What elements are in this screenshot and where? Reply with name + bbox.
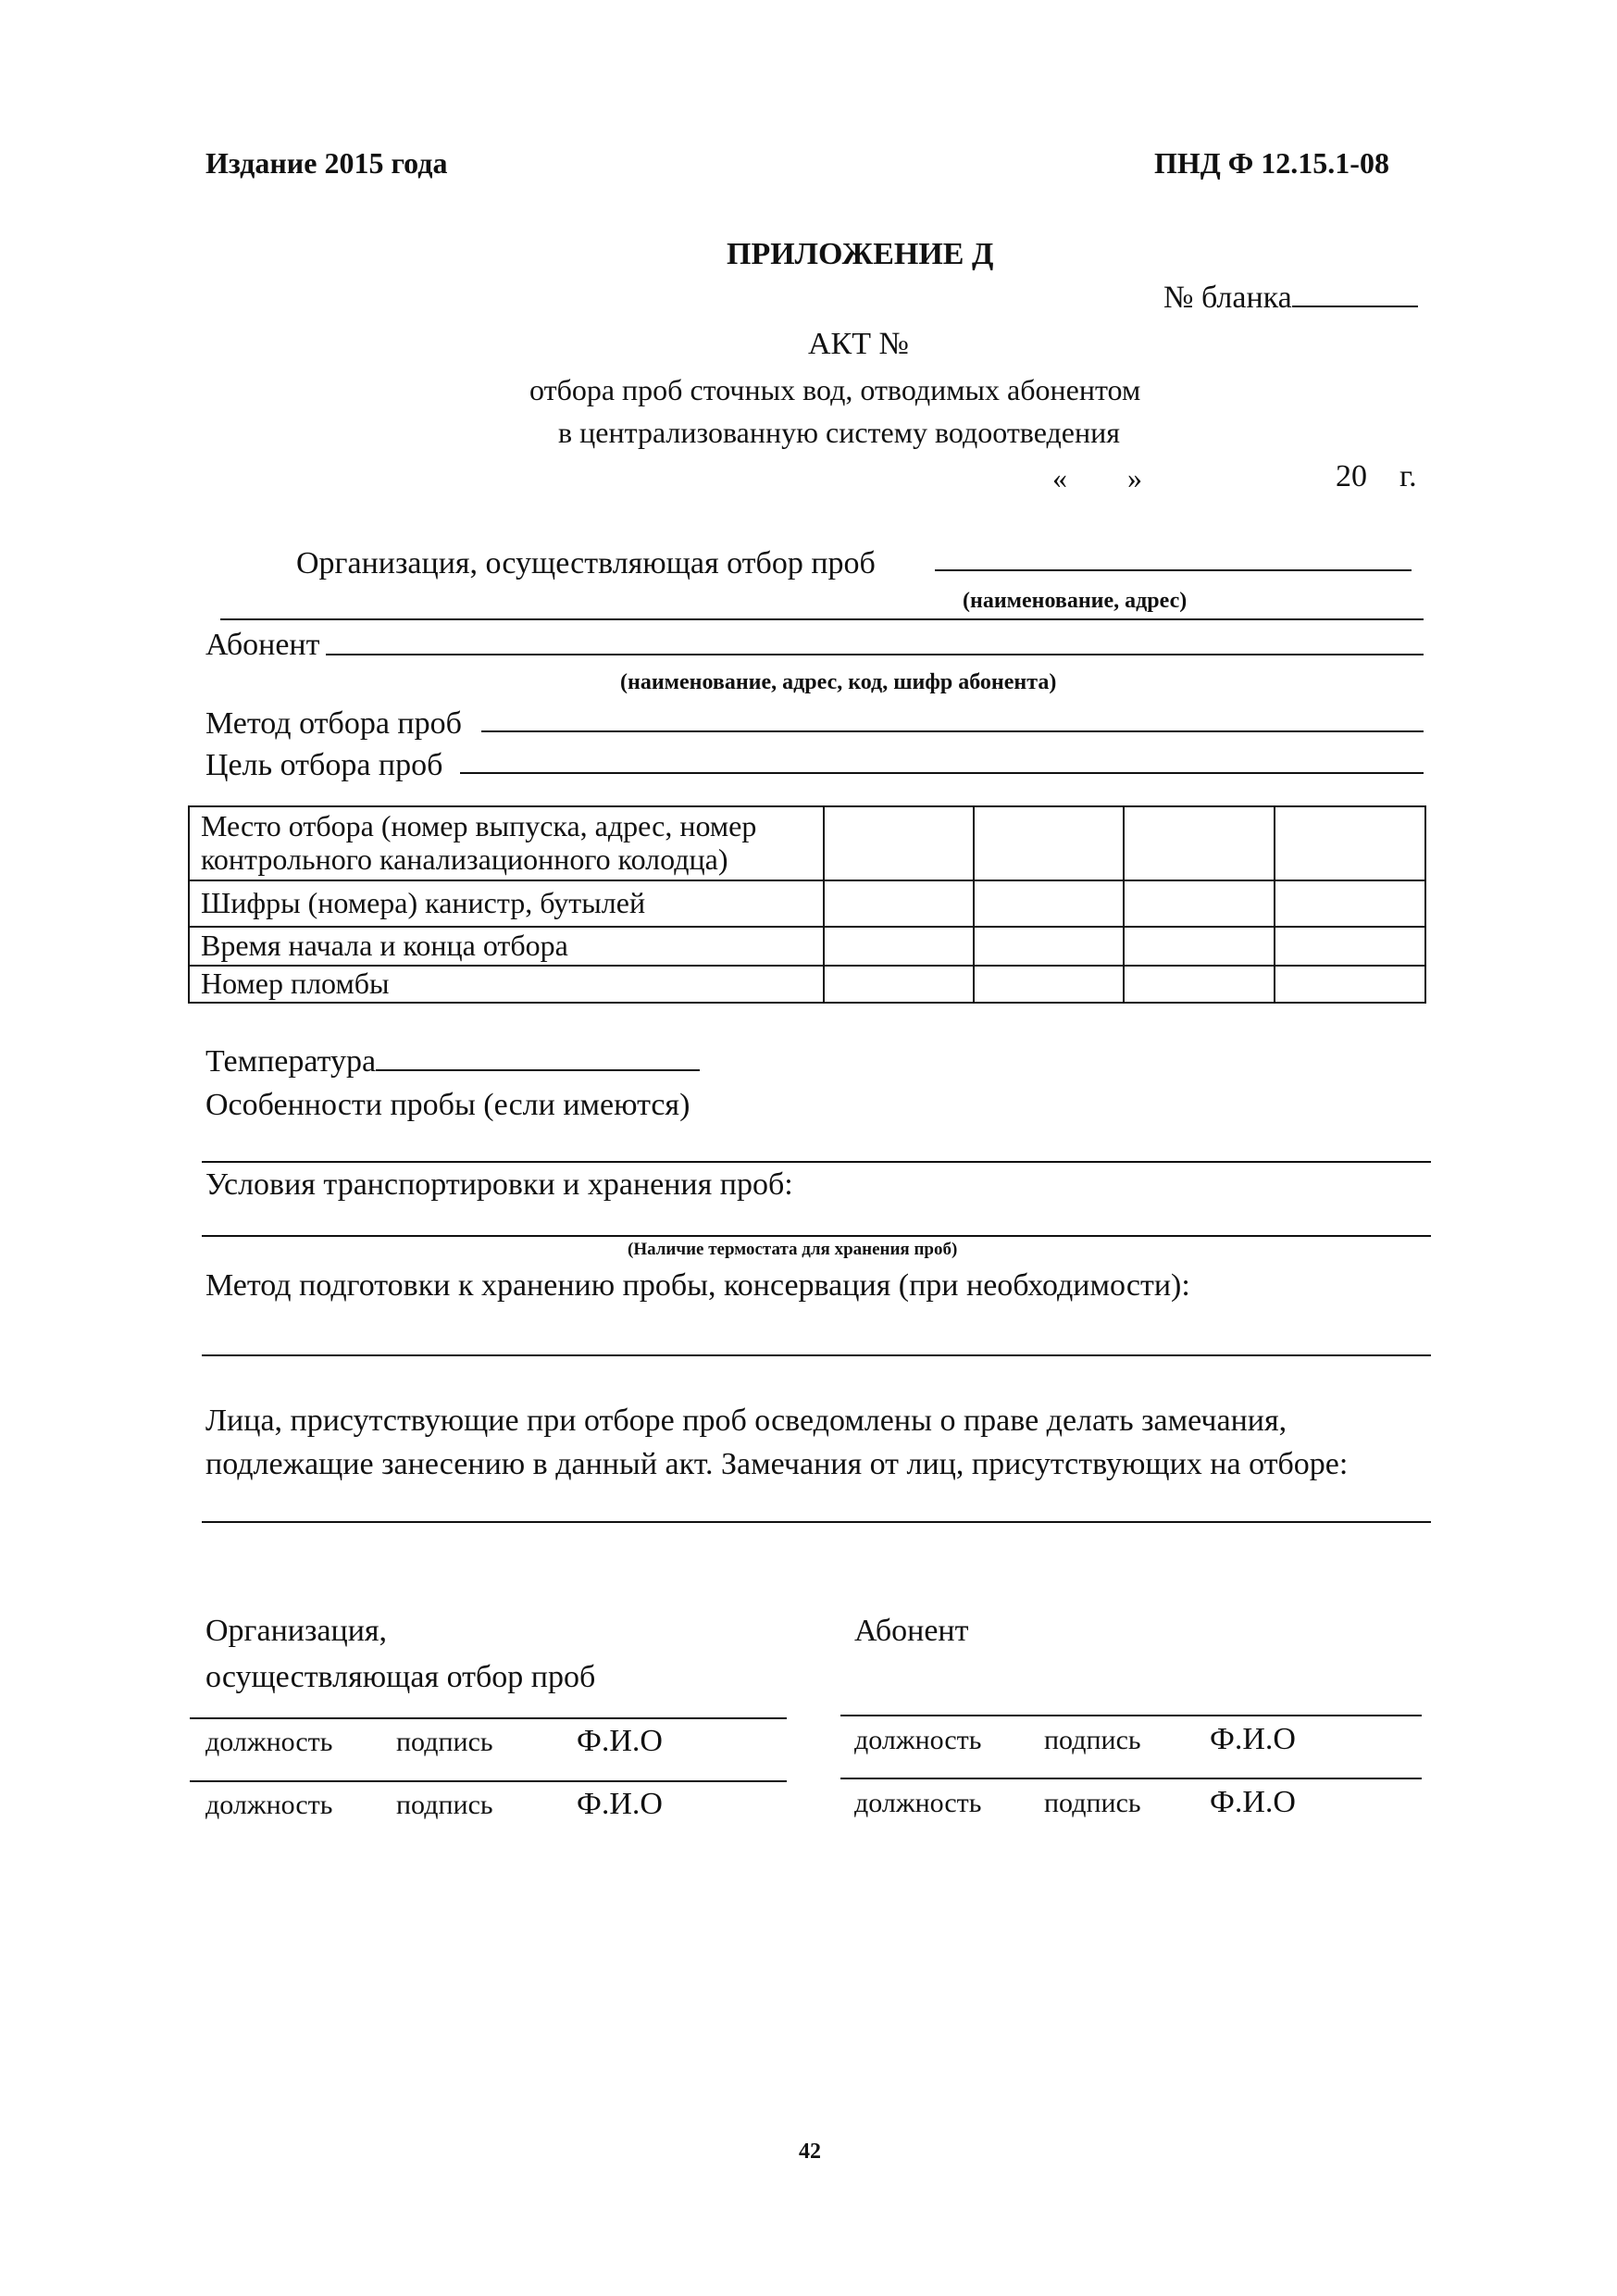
year-suffix: г. <box>1399 459 1417 493</box>
sign-right-position-2: должность <box>854 1788 982 1818</box>
table-cell[interactable] <box>974 966 1124 1003</box>
sign-right-line-1 <box>840 1715 1422 1716</box>
date-open-quote: « <box>1052 461 1067 494</box>
preparation-label: Метод подготовки к хранению пробы, консервация (при необходимости): <box>205 1268 1190 1303</box>
blank-number-line <box>1292 305 1418 307</box>
row-label: Время начала и конца отбора <box>189 927 824 966</box>
method-label: Метод отбора проб <box>205 706 462 741</box>
transport-line <box>202 1235 1431 1237</box>
table-cell[interactable] <box>824 880 974 927</box>
sign-right-position-1: должность <box>854 1725 982 1755</box>
table-cell[interactable] <box>1124 927 1275 966</box>
year-prefix: 20 <box>1336 459 1367 493</box>
row-label: Номер пломбы <box>189 966 824 1003</box>
act-subtitle-line2: в централизованную систему водоотведения <box>558 416 1120 449</box>
table-cell[interactable] <box>824 927 974 966</box>
sampling-table <box>188 805 1426 1004</box>
table-cell[interactable] <box>974 806 1124 880</box>
sign-right-title: Абонент <box>854 1614 969 1648</box>
temperature-text: Температура <box>205 1044 377 1079</box>
org-line <box>935 569 1412 571</box>
transport-hint: (Наличие термостата для хранения проб) <box>628 1240 958 1259</box>
subscriber-hint: (наименование, адрес, код, шифр абонента) <box>620 670 1057 694</box>
subscriber-line <box>326 654 1424 655</box>
table-cell[interactable] <box>1275 966 1425 1003</box>
date-close-quote: » <box>1127 461 1142 494</box>
sign-left-name-2: Ф.И.О <box>577 1787 663 1821</box>
sign-left-signature-1: подпись <box>396 1727 493 1757</box>
sign-right-name-1: Ф.И.О <box>1210 1722 1296 1756</box>
purpose-line <box>460 772 1424 774</box>
sign-left-position-2: должность <box>205 1790 333 1820</box>
sign-right-signature-1: подпись <box>1044 1725 1141 1755</box>
table-cell[interactable] <box>1275 880 1425 927</box>
purpose-label: Цель отбора проб <box>205 748 443 782</box>
method-line <box>481 730 1424 732</box>
org-line-2 <box>220 618 1424 620</box>
blank-number-text: № бланка <box>1163 281 1292 315</box>
table-cell[interactable] <box>1124 880 1275 927</box>
table-cell[interactable] <box>974 927 1124 966</box>
org-hint: (наименование, адрес) <box>963 589 1188 613</box>
temperature-label <box>205 1046 700 1078</box>
edition-label: Издание 2015 года <box>205 146 448 180</box>
sign-left-signature-2: подпись <box>396 1790 493 1820</box>
table-cell[interactable] <box>1275 927 1425 966</box>
act-subtitle-line1: отбора проб сточных вод, отводимых абонентом <box>529 373 1141 406</box>
table-cell[interactable] <box>1124 806 1275 880</box>
sign-right-signature-2: подпись <box>1044 1788 1141 1818</box>
sign-right-name-2: Ф.И.О <box>1210 1785 1296 1819</box>
table-cell[interactable] <box>1275 806 1425 880</box>
preparation-line <box>202 1354 1431 1356</box>
org-label: Организация, осуществляющая отбор проб <box>296 546 876 580</box>
sign-left-line-2 <box>190 1780 787 1782</box>
table-cell[interactable] <box>1124 966 1275 1003</box>
temperature-line <box>376 1068 700 1071</box>
sign-left-position-1: должность <box>205 1727 333 1757</box>
table-cell[interactable] <box>824 806 974 880</box>
blank-number-label <box>1163 282 1418 314</box>
subscriber-label: Абонент <box>205 628 320 662</box>
sign-right-line-2 <box>840 1778 1422 1779</box>
table-cell[interactable] <box>824 966 974 1003</box>
table-row <box>189 880 1425 927</box>
sign-left-title-line2: осуществляющая отбор проб <box>205 1660 596 1694</box>
remarks-line2: подлежащие занесению в данный акт. Замечания от лиц, присутствующих на отборе: <box>205 1447 1349 1481</box>
remarks-line <box>202 1521 1431 1523</box>
features-line <box>202 1161 1431 1163</box>
transport-label: Условия транспортировки и хранения проб: <box>205 1167 793 1202</box>
table-row <box>189 806 1425 880</box>
sign-left-title-line1: Организация, <box>205 1614 388 1648</box>
remarks-line1: Лица, присутствующие при отборе проб осведомлены о праве делать замечания, <box>205 1404 1287 1438</box>
appendix-title: ПРИЛОЖЕНИЕ Д <box>727 237 994 271</box>
sign-left-name-1: Ф.И.О <box>577 1724 663 1758</box>
document-code: ПНД Ф 12.15.1-08 <box>1154 146 1389 180</box>
page-number: 42 <box>799 2140 821 2164</box>
row-label: Шифры (номера) канистр, бутылей <box>189 880 824 927</box>
table-row <box>189 927 1425 966</box>
sign-left-line-1 <box>190 1717 787 1719</box>
act-title: АКТ № <box>808 327 909 361</box>
table-cell[interactable] <box>974 880 1124 927</box>
features-label: Особенности пробы (если имеются) <box>205 1088 690 1122</box>
row-label: Место отбора (номер выпуска, адрес, номер контрольного канализационного колодца) <box>189 806 824 880</box>
table-row <box>189 966 1425 1003</box>
